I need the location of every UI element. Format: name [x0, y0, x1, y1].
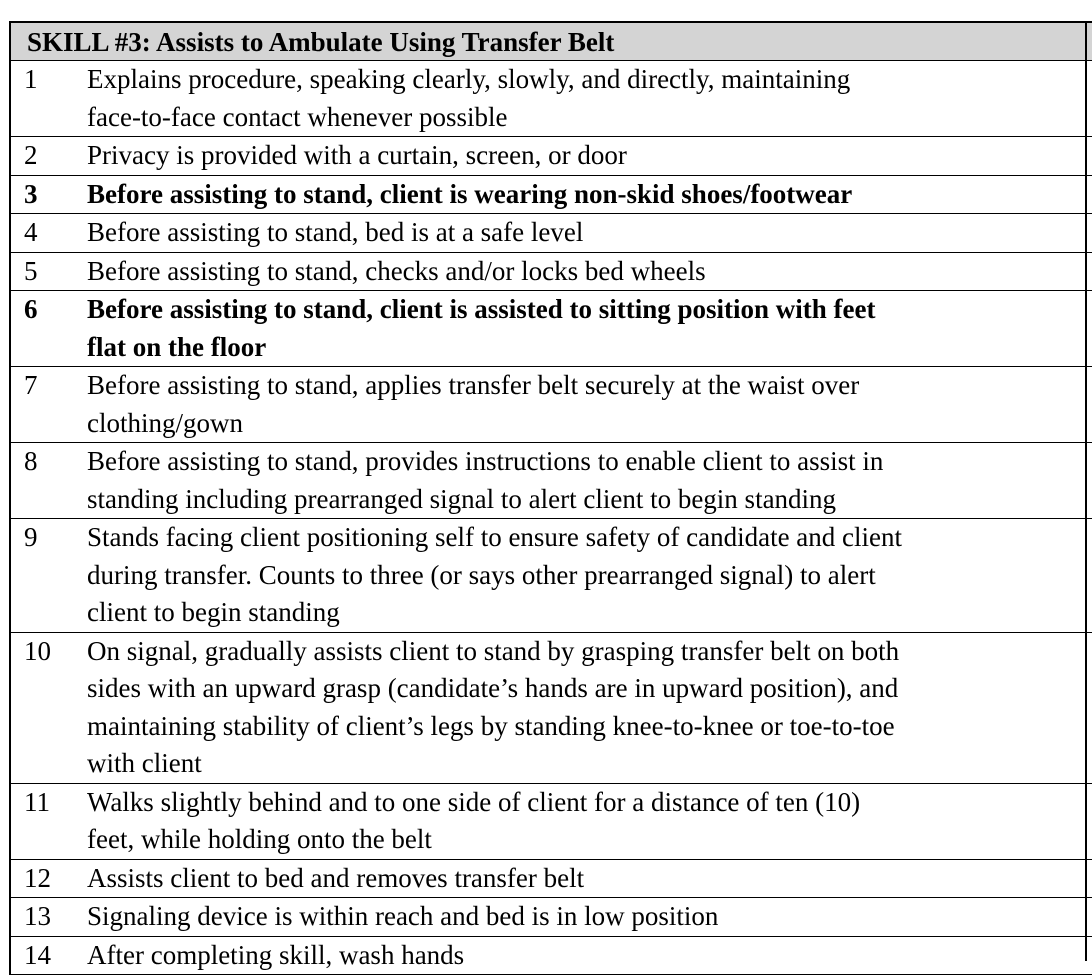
- step-number: 7: [11, 367, 87, 442]
- step-line: Stands facing client positioning self to ensure safety of candidate and client: [87, 519, 1079, 557]
- step-text: [87, 937, 1092, 975]
- step-line: with client: [87, 745, 1079, 783]
- step-text: [87, 214, 1092, 252]
- step-number: 5: [11, 253, 87, 291]
- step-text: [87, 519, 1092, 632]
- step-line: Privacy is provided with a curtain, screen, or door: [87, 137, 1079, 175]
- step-text: [87, 291, 1092, 366]
- step-text: [87, 443, 1092, 518]
- step-number: 2: [11, 137, 87, 175]
- step-row-8: [9, 443, 1092, 519]
- step-row-12: [9, 860, 1092, 899]
- step-text: [87, 898, 1092, 936]
- step-line: Before assisting to stand, bed is at a safe level: [87, 214, 1079, 252]
- step-number: 9: [11, 519, 87, 632]
- step-row-2: [9, 137, 1092, 176]
- step-row-1: [9, 61, 1092, 137]
- step-line: Before assisting to stand, client is assisted to sitting position with feet: [87, 291, 1079, 329]
- step-row-3: [9, 176, 1092, 215]
- step-line: After completing skill, wash hands: [87, 937, 1079, 975]
- step-line: Walks slightly behind and to one side of client for a distance of ten (10): [87, 784, 1079, 822]
- step-line: Before assisting to stand, checks and/or locks bed wheels: [87, 253, 1079, 291]
- step-number: 4: [11, 214, 87, 252]
- step-line: clothing/gown: [87, 405, 1079, 443]
- step-row-7: [9, 367, 1092, 443]
- step-row-14: [9, 937, 1092, 975]
- step-row-9: [9, 519, 1092, 633]
- step-text: [87, 367, 1092, 442]
- step-line: feet, while holding onto the belt: [87, 821, 1079, 859]
- step-line: On signal, gradually assists client to stand by grasping transfer belt on both: [87, 633, 1079, 671]
- step-number: 12: [11, 860, 87, 898]
- skill-table: [9, 21, 1092, 975]
- step-line: sides with an upward grasp (candidate’s hands are in upward position), and: [87, 670, 1079, 708]
- step-line: maintaining stability of client’s legs by standing knee-to-knee or toe-to-toe: [87, 708, 1079, 746]
- step-number: 10: [11, 633, 87, 783]
- step-row-4: [9, 214, 1092, 253]
- step-number: 8: [11, 443, 87, 518]
- step-number: 13: [11, 898, 87, 936]
- step-line: standing including prearranged signal to alert client to begin standing: [87, 481, 1079, 519]
- step-row-13: [9, 898, 1092, 937]
- step-number: 3: [11, 176, 87, 214]
- step-line: client to begin standing: [87, 594, 1079, 632]
- step-text: [87, 137, 1092, 175]
- step-line: Signaling device is within reach and bed is in low position: [87, 898, 1079, 936]
- step-line: Before assisting to stand, client is wearing non-skid shoes/footwear: [87, 176, 1079, 214]
- step-line: during transfer. Counts to three (or says other prearranged signal) to alert: [87, 557, 1079, 595]
- step-line: face-to-face contact whenever possible: [87, 99, 1079, 137]
- step-number: 11: [11, 784, 87, 859]
- step-number: 14: [11, 937, 87, 975]
- step-row-5: [9, 253, 1092, 292]
- step-row-11: [9, 784, 1092, 860]
- step-number: 6: [11, 291, 87, 366]
- table-header: [9, 23, 1092, 61]
- step-text: [87, 61, 1092, 136]
- step-row-6: [9, 291, 1092, 367]
- step-line: Explains procedure, speaking clearly, slowly, and directly, maintaining: [87, 61, 1079, 99]
- step-row-10: [9, 633, 1092, 784]
- skill-title: SKILL #3: Assists to Ambulate Using Transfer Belt: [11, 23, 614, 61]
- step-text: [87, 633, 1092, 783]
- step-text: [87, 176, 1092, 214]
- step-text: [87, 784, 1092, 859]
- step-number: 1: [11, 61, 87, 136]
- step-text: [87, 860, 1092, 898]
- step-line: flat on the floor: [87, 329, 1079, 367]
- step-line: Before assisting to stand, provides instructions to enable client to assist in: [87, 443, 1079, 481]
- step-line: Before assisting to stand, applies transfer belt securely at the waist over: [87, 367, 1079, 405]
- step-text: [87, 253, 1092, 291]
- table-right-border: [1085, 21, 1087, 961]
- step-line: Assists client to bed and removes transfer belt: [87, 860, 1079, 898]
